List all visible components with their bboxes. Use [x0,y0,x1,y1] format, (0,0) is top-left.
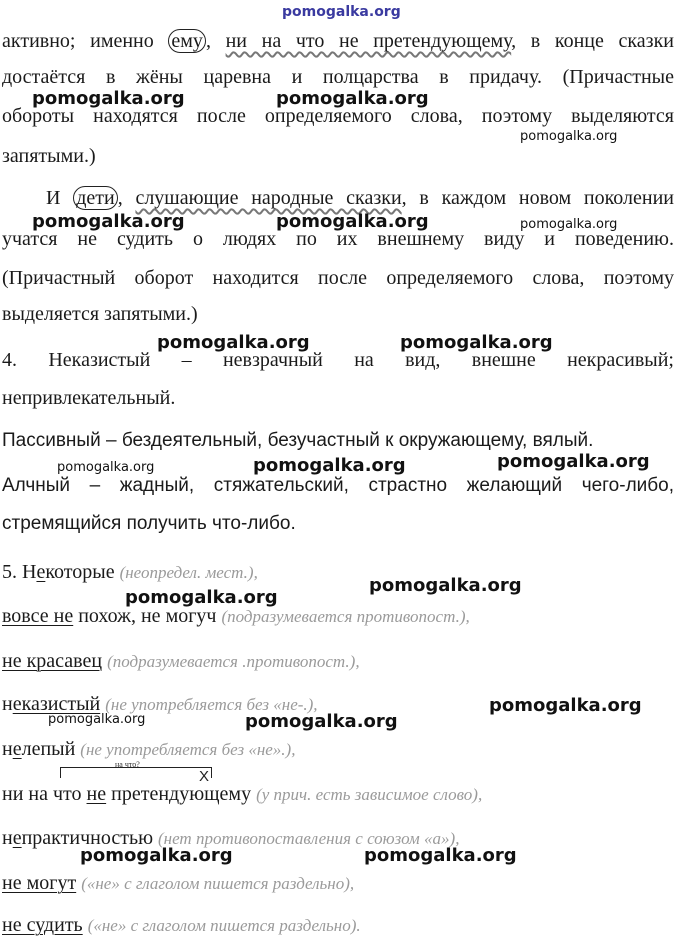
word-underlined: не могут [2,872,77,894]
watermark: pomogalka.org [276,88,429,109]
word-underlined: е [12,827,22,849]
list-item [2,871,674,896]
para2-line2: учатся не судить о людях по их внешнему виду и поведению. [2,228,674,250]
grammar-note: (у прич. есть зависимое слово), [256,785,483,804]
grammar-note: (не употребляется без «не-.), [105,695,318,714]
word-part: н [2,827,13,849]
list-item [2,560,674,585]
watermark: pomogalka.org [364,845,517,866]
participial-phrase: слушающие народные сказки [135,187,402,209]
word-part: н [2,738,13,760]
para1-line3: обороты находятся после определяемого слова, поэтому выделяются [2,105,674,127]
watermark: pomogalka.org [489,695,642,716]
watermark: pomogalka.org [253,455,406,476]
cross-mark: X [199,768,210,785]
para5-line2: стремящийся получить что-либо. [2,513,296,534]
word-underlined: е [12,738,22,760]
list-item [2,737,674,762]
word-part: лепый [21,738,76,760]
word-underlined: е [36,561,46,583]
word-part: н [2,693,13,715]
text: , в каждом новом поколении [401,187,674,209]
grammar-note: (неопредел. мест.), [119,563,258,582]
para2-line1 [46,186,674,210]
watermark: pomogalka.org [520,217,618,232]
watermark: pomogalka.org [245,711,398,732]
para2-line4: выделяется запятыми.) [2,303,198,325]
word-underlined: не [86,783,107,805]
watermark: pomogalka.org [369,575,522,596]
para4-line1: Пассивный – бездеятельный, безучастный к окружающему, вялый. [2,430,594,451]
watermark: pomogalka.org [497,451,650,472]
word-underlined: еказистый [12,693,101,715]
watermark: pomogalka.org [276,211,429,232]
para3-line1: 4. Неказистый – невзрачный на вид, внешне некрасивый; [2,349,674,371]
grammar-note: (не употребляется без «не».), [80,740,296,759]
watermark: pomogalka.org [32,88,185,109]
grammar-note: («не» с глаголом пишется раздельно), [81,874,355,893]
watermark: pomogalka.org [125,587,278,608]
watermark: pomogalka.org [520,129,618,144]
text: , [205,30,226,52]
circled-word: дети [73,186,118,210]
word-part: ни на что [2,783,87,805]
watermark: pomogalka.org [32,211,185,232]
watermark: pomogalka.org [157,332,310,353]
circled-word: ему [168,29,206,53]
text: И [46,187,74,209]
text: , в конце сказки [511,30,674,52]
para1-line4: запятыми.) [2,145,96,167]
para5-line1: Алчный – жадный, стяжательский, страстно желающий чего-либо, [2,475,674,496]
word-part: похож, не могуч [73,605,217,627]
list-item [2,782,674,807]
watermark: pomogalka.org [400,332,553,353]
para1-line2: достаётся в жёны царевна и полцарства в придачу. (Причастные [2,66,674,88]
para2-line3: (Причастный оборот находится после определяемого слова, поэтому [2,267,674,289]
word-underlined: не красавец [2,650,103,672]
grammar-note: (подразумевается .противопост.), [107,652,360,671]
para1-line1 [2,29,674,53]
text: , [117,187,136,209]
grammar-note: (нет противопоставления с союзом «а»), [158,829,460,848]
item-number: 5. [2,561,22,583]
bracket-label: на что? [115,760,140,769]
grammar-note: («не» с глаголом пишется раздельно). [87,916,361,935]
word-part: практичностью [21,827,154,849]
word-underlined: вовсе не [2,605,74,627]
participial-phrase: ни на что не претендующему [225,30,512,52]
word-underlined: не судить [2,914,83,936]
word-part: Н [22,561,37,583]
watermark: pomogalka.org [57,460,155,475]
grammar-note: (подразумевается противопост.), [221,607,470,626]
word-part: которые [45,561,115,583]
list-item [2,913,674,938]
list-item [2,604,674,629]
watermark: pomogalka.org [48,712,146,727]
word-part: претендующему [106,783,252,805]
para3-line2: непривлекательный. [2,387,176,409]
watermark: pomogalka.org [80,845,233,866]
text: активно; именно [2,30,169,52]
watermark: pomogalka.org [282,4,401,20]
list-item [2,649,674,674]
